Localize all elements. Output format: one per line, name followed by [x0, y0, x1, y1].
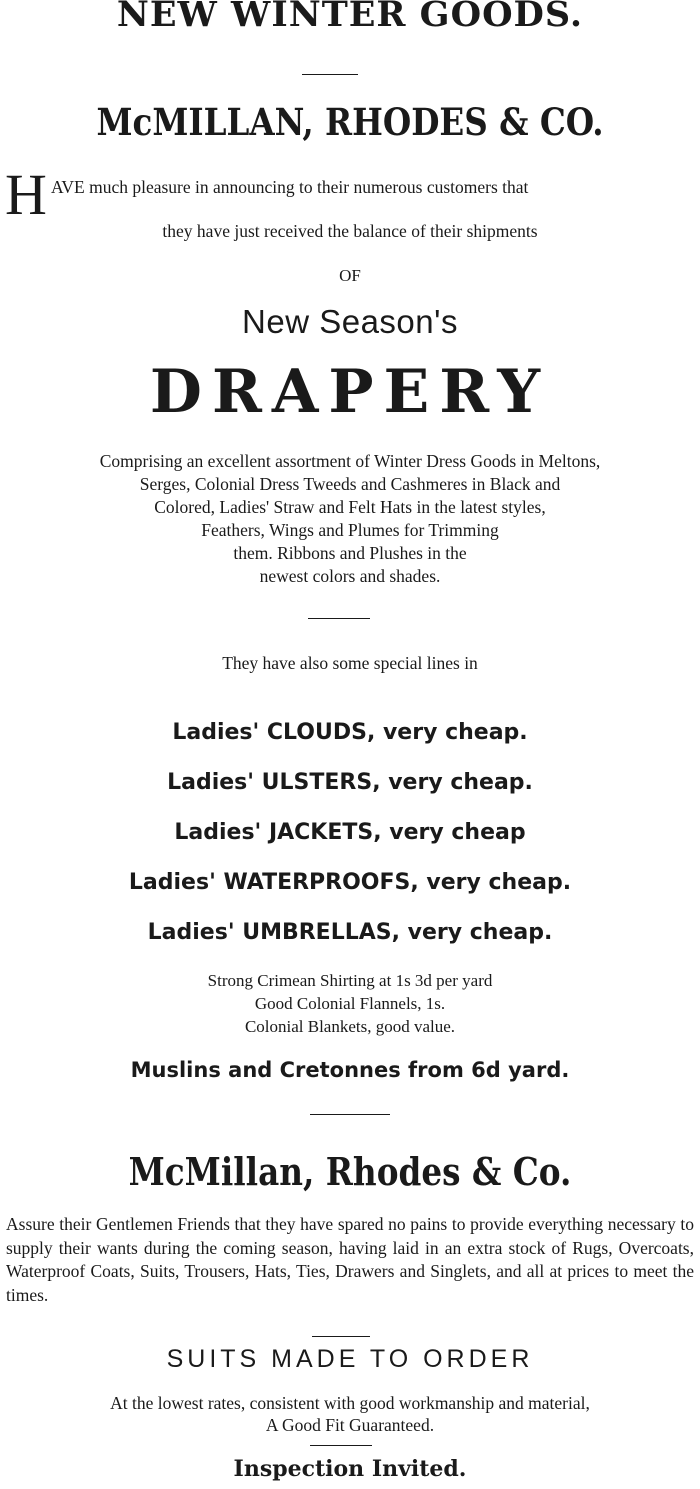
- comprising-line: Colored, Ladies' Straw and Felt Hats in the latest styles,: [154, 497, 546, 517]
- comprising-line: Serges, Colonial Dress Tweeds and Cashmeres in Black and: [139, 474, 561, 494]
- special-line: Ladies' JACKETS, very cheap: [174, 820, 526, 845]
- special-line: Ladies' UMBRELLAS, very cheap.: [147, 920, 553, 945]
- special-line: Ladies' WATERPROOFS, very cheap.: [128, 870, 572, 895]
- intro-dropcap: H: [5, 162, 47, 227]
- special-line: Ladies' CLOUDS, very cheap.: [172, 720, 528, 745]
- comprising-line: newest colors and shades.: [259, 566, 441, 586]
- special-intro: They have also some special lines in: [222, 653, 478, 673]
- season-title: New Season's: [242, 303, 458, 340]
- comprising-text: [0, 450, 700, 588]
- lowest-line: At the lowest rates, consistent with good workmanship and material,: [110, 1393, 590, 1413]
- inspection-line: Inspection Invited.: [233, 1456, 467, 1482]
- shirting-line: Strong Crimean Shirting at 1s 3d per yard: [207, 971, 493, 990]
- shirting-line: Good Colonial Flannels, 1s.: [254, 994, 446, 1013]
- intro-line-2: they have just received the balance of their shipments: [162, 221, 538, 241]
- gentlemen-paragraph: Assure their Gentlemen Friends that they have spared no pains to provide everything necessary to supply their wants during the coming season, having laid in an extra stock of Rugs, Overcoats, Waterproof Coats, Suits, Trousers, Hats, Ties, Drawers and Singlets, and all at prices to meet the times.: [6, 1214, 694, 1305]
- divider-rule: [312, 1336, 370, 1337]
- comprising-line: Feathers, Wings and Plumes for Trimming: [201, 520, 499, 540]
- divider-rule: [310, 1445, 372, 1446]
- comprising-line: them. Ribbons and Plushes in the: [233, 543, 467, 563]
- of-label: OF: [339, 266, 361, 285]
- divider-rule: [308, 618, 370, 619]
- special-line: Ladies' ULSTERS, very cheap.: [167, 770, 533, 795]
- shirting-line: Colonial Blankets, good value.: [244, 1017, 456, 1036]
- intro-line-1: AVE much pleasure in announcing to their numerous customers that: [51, 177, 529, 197]
- divider-rule: [302, 74, 358, 75]
- suits-title: SUITS MADE TO ORDER: [166, 1345, 534, 1373]
- drapery-title: DRAPERY: [149, 357, 551, 427]
- comprising-line: Comprising an excellent assortment of Winter Dress Goods in Meltons,: [99, 451, 601, 471]
- shirting-text: [0, 969, 700, 1038]
- firm-title: McMILLAN, RHODES & CO.: [96, 100, 604, 144]
- divider-rule: [310, 1114, 390, 1115]
- muslins-line: Muslins and Cretonnes from 6d yard.: [130, 1058, 570, 1082]
- firm-title-2: McMillan, Rhodes & Co.: [128, 1149, 572, 1194]
- lowest-rates-text: [0, 1392, 700, 1436]
- headline: NEW WINTER GOODS.: [116, 0, 584, 35]
- lowest-line: A Good Fit Guaranteed.: [265, 1415, 435, 1435]
